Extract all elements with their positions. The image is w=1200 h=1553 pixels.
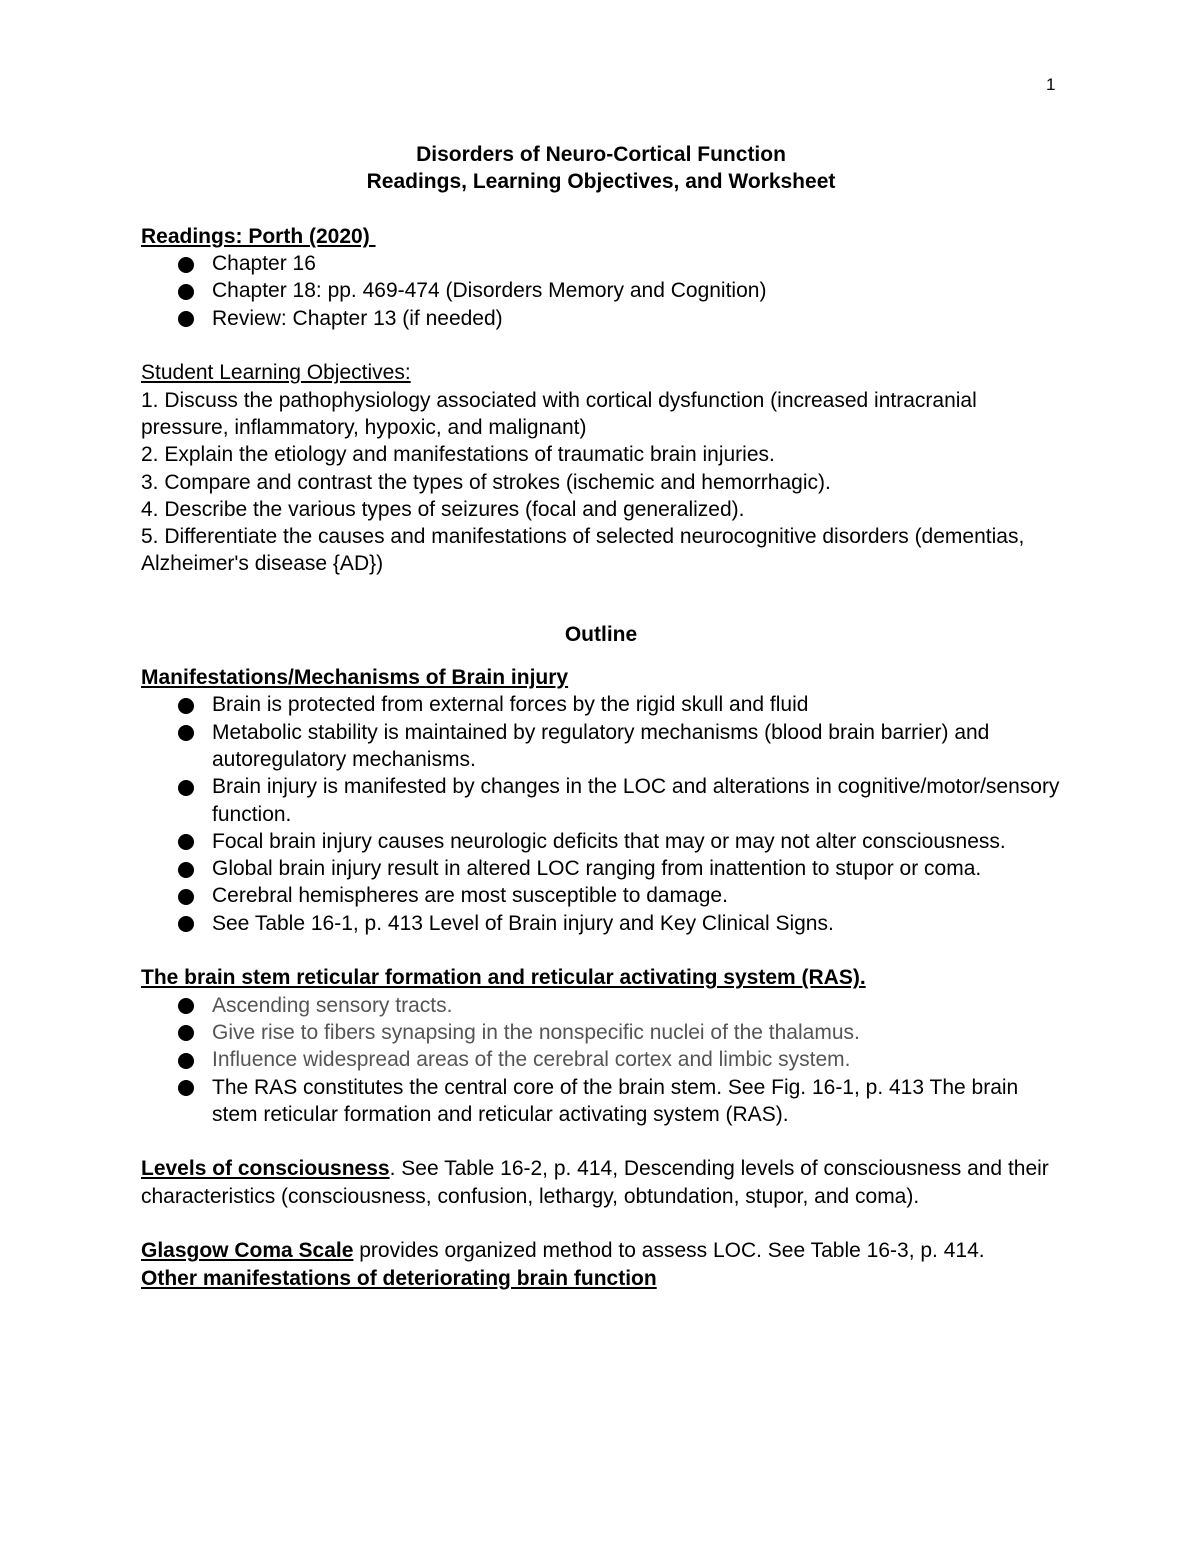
bullet-icon xyxy=(178,862,194,878)
other-manifestations-heading: Other manifestations of deteriorating brain function xyxy=(141,1266,657,1290)
bullet-icon xyxy=(178,916,194,932)
document-subtitle: Readings, Learning Objectives, and Worksheet xyxy=(366,170,836,194)
page-number: 1 xyxy=(1046,75,1056,94)
manifestations-list xyxy=(141,691,1061,937)
ras-list xyxy=(141,992,1061,1128)
objective-item: 5. Differentiate the causes and manifestations of selected neurocognitive disorders (dementias, Alzheimer's disease {AD}) xyxy=(141,525,1025,576)
levels-text: . See Table 16-2, p. 414, Descending levels of consciousness and their characteristics (consciousness, confusion, lethargy, obtundation, stupor, and coma). xyxy=(141,1157,1049,1208)
document-title: Disorders of Neuro-Cortical Function xyxy=(416,143,786,166)
bullet-icon xyxy=(178,311,194,327)
bullet-icon xyxy=(178,780,194,796)
list-item: Metabolic stability is maintained by regulatory mechanisms (blood brain barrier) and autoregulatory mechanisms. xyxy=(141,719,1061,774)
list-item: Brain is protected from external forces by the rigid skull and fluid xyxy=(141,691,1061,718)
levels-heading: Levels of consciousness xyxy=(141,1157,390,1181)
bullet-icon xyxy=(178,998,194,1014)
glasgow-heading: Glasgow Coma Scale xyxy=(141,1239,354,1263)
glasgow-paragraph xyxy=(141,1237,1061,1264)
bullet-icon xyxy=(178,257,194,273)
list-item: The RAS constitutes the central core of the brain stem. See Fig. 16-1, p. 413 The brain stem reticular formation and reticular activating system (RAS). xyxy=(141,1074,1061,1129)
list-item: See Table 16-1, p. 413 Level of Brain injury and Key Clinical Signs. xyxy=(141,910,1061,937)
list-item: Influence widespread areas of the cerebral cortex and limbic system. xyxy=(141,1046,1061,1073)
manifestations-heading: Manifestations/Mechanisms of Brain injury xyxy=(141,666,569,690)
objective-item: 3. Compare and contrast the types of strokes (ischemic and hemorrhagic). xyxy=(141,470,831,494)
objective-item: 1. Discuss the pathophysiology associated with cortical dysfunction (increased intracranial pressure, inflammatory, hypoxic, and malignant) xyxy=(141,388,977,439)
document-content xyxy=(141,141,1061,1292)
list-item: Give rise to fibers synapsing in the nonspecific nuclei of the thalamus. xyxy=(141,1019,1061,1046)
list-item: Ascending sensory tracts. xyxy=(141,992,1061,1019)
list-item: Focal brain injury causes neurologic deficits that may or may not alter consciousness. xyxy=(141,828,1061,855)
readings-heading: Readings: Porth (2020) xyxy=(141,224,376,248)
bullet-icon xyxy=(178,725,194,741)
outline-heading: Outline xyxy=(564,622,638,646)
objective-item: 4. Describe the various types of seizures (focal and generalized). xyxy=(141,497,745,521)
list-item: Brain injury is manifested by changes in the LOC and alterations in cognitive/motor/sensory function. xyxy=(141,773,1061,828)
bullet-icon xyxy=(178,284,194,300)
bullet-icon xyxy=(178,1080,194,1096)
objective-item: 2. Explain the etiology and manifestations of traumatic brain injuries. xyxy=(141,443,775,467)
list-item: Cerebral hemispheres are most susceptible to damage. xyxy=(141,882,1061,909)
list-item: Chapter 18: pp. 469-474 (Disorders Memory and Cognition) xyxy=(141,277,1061,304)
bullet-icon xyxy=(178,698,194,714)
levels-paragraph xyxy=(141,1155,1061,1210)
objectives-list xyxy=(141,387,1061,578)
list-item: Review: Chapter 13 (if needed) xyxy=(141,305,1061,332)
bullet-icon xyxy=(178,889,194,905)
readings-list xyxy=(141,250,1061,332)
bullet-icon xyxy=(178,1025,194,1041)
list-item: Global brain injury result in altered LOC ranging from inattention to stupor or coma. xyxy=(141,855,1061,882)
ras-heading: The brain stem reticular formation and reticular activating system (RAS). xyxy=(141,966,866,990)
glasgow-text: provides organized method to assess LOC. See Table 16-3, p. 414. xyxy=(353,1239,985,1263)
objectives-heading: Student Learning Objectives: xyxy=(141,361,411,385)
list-item: Chapter 16 xyxy=(141,250,1061,277)
bullet-icon xyxy=(178,1053,194,1069)
bullet-icon xyxy=(178,834,194,850)
